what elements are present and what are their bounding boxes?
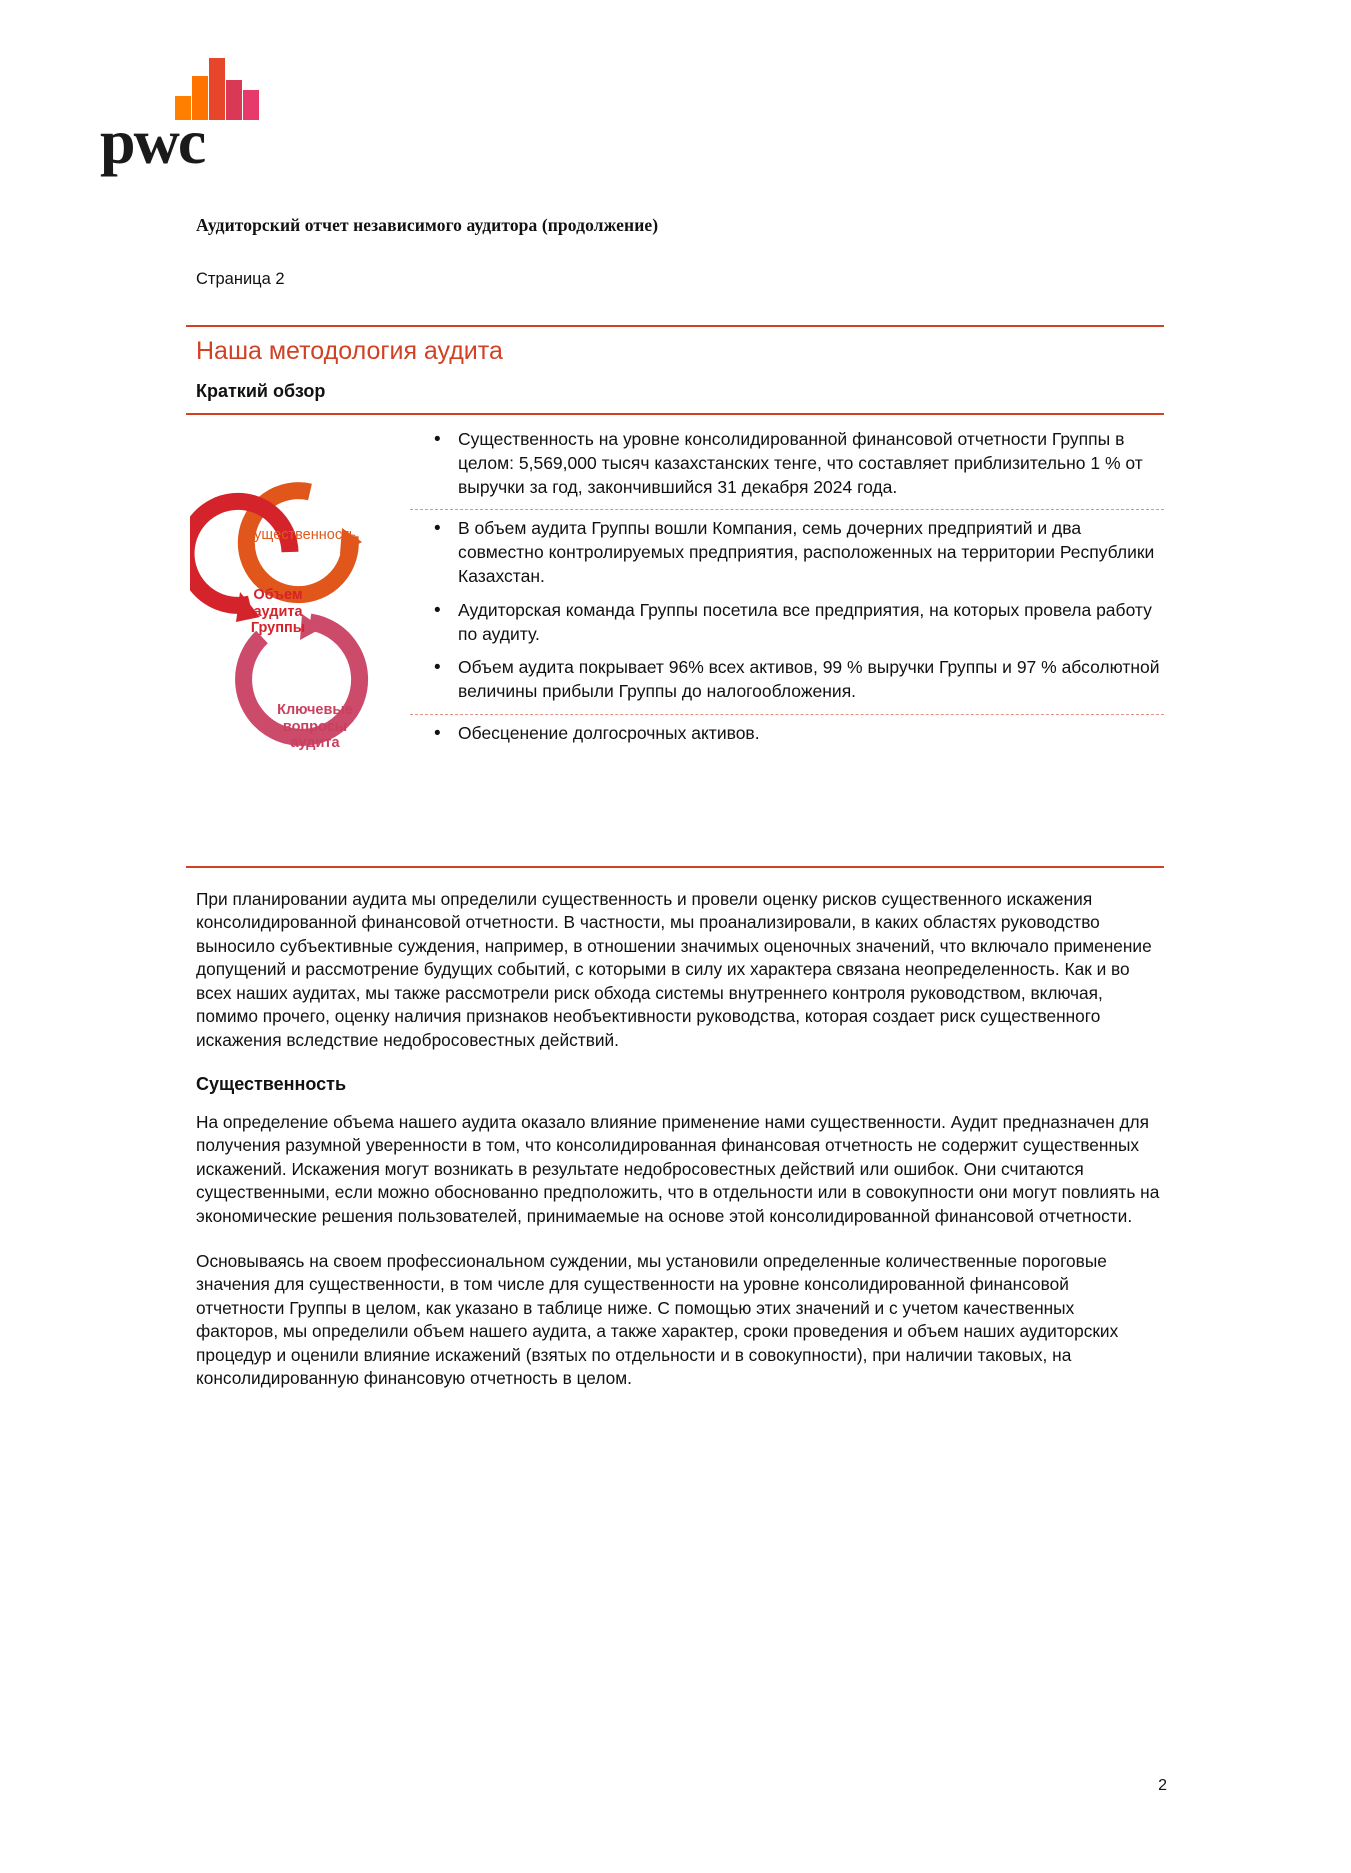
logo-bar-3 <box>209 58 225 120</box>
overview-list-3 <box>420 722 1164 746</box>
diagram-label-group-scope-line2: аудита <box>253 603 303 620</box>
overview-group-key-matters <box>420 714 1164 756</box>
diagram-label-key-audit-matters-line1: Ключевые <box>277 702 353 718</box>
pwc-logo-wordmark: pwc <box>100 106 205 177</box>
document-title: Аудиторский отчет независимого аудитора (продолжение) <box>196 215 659 235</box>
diagram-label-group-scope-line3: Группы <box>250 620 306 637</box>
logo-bar-4 <box>226 80 242 120</box>
divider-top <box>186 325 1164 327</box>
overview-bullets <box>420 428 1164 756</box>
body-content <box>196 888 1161 1413</box>
paragraph-planning: При планировании аудита мы определили существенность и провели оценку рисков существенного искажения консолидированной финансовой отчетности. В частности, мы проанализировали, в каких областях руководство выносило субъективные суждения, например, в отношении значимых оценочных значений, что включало применение допущений и рассмотрение будущих событий, с которыми в силу их характера связана неопределенность. Как и во всех наших аудитах, мы также рассмотрели риск обхода системы внутреннего контроля руководством, включая, помимо прочего, оценку наличия признаков необъективности руководства, которая создает риск существенного искажения вследствие недобросовестных действий. <box>196 889 1152 1050</box>
divider-under-subtitle <box>186 413 1164 415</box>
list-item: • Обесценение долгосрочных активов. <box>458 722 1164 746</box>
overview-list-1 <box>420 428 1164 499</box>
heading-materiality: Существенность <box>196 1073 347 1094</box>
section-subtitle: Краткий обзор <box>196 381 326 401</box>
list-item: • Существенность на уровне консолидированной финансовой отчетности Группы в целом: 5,569,000 тысяч казахстанских тенге, что составляет приблизительно 1 % от выручки за год, закончившийся 31 декабря 2024 года. <box>458 428 1164 499</box>
list-item: • Объем аудита покрывает 96% всех активов, 99 % выручки Группы и 97 % абсолютной величины прибыли Группы до налогообложения. <box>458 656 1164 704</box>
list-item: • В объем аудита Группы вошли Компания, семь дочерних предприятий и два совместно контролируемых предприятия, расположенных на территории Республики Казахстан. <box>458 517 1164 588</box>
overview-group-materiality <box>420 428 1164 509</box>
page-label: Страница 2 <box>196 270 285 288</box>
diagram-label-group-scope <box>198 587 358 637</box>
logo-bar-5 <box>243 90 259 120</box>
diagram-label-group-scope-line1: Объем <box>253 587 303 603</box>
diagram-label-materiality: Существенность <box>243 527 357 543</box>
paragraph-materiality-thresholds: Основываясь на своем профессиональном суждении, мы установили определенные количественные пороговые значения для существенности, в том числе для существенности на уровне консолидированной финансовой отчетности Группы в целом, как указано в таблице ниже. С помощью этих значений и с учетом качественных факторов, мы определили объем нашего аудита, а также характер, сроки проведения и объем наших аудиторских процедур и оценили влияние искажений (взятых по отдельности и в совокупности), при наличии таковых, на консолидированную финансовую отчетность в целом. <box>196 1251 1119 1389</box>
diagram-label-key-audit-matters-line3: аудита <box>290 735 340 752</box>
diagram-label-key-audit-matters-line2: вопросы <box>282 718 348 735</box>
overview-list-2 <box>420 517 1164 704</box>
section-title: Наша методология аудита <box>196 337 503 365</box>
pwc-logo <box>100 58 280 188</box>
list-item: • Аудиторская команда Группы посетила все предприятия, на которых провела работу по аудиту. <box>458 599 1164 647</box>
paragraph-materiality-definition: На определение объема нашего аудита оказало влияние применение нами существенности. Аудит предназначен для получения разумной уверенности в том, что консолидированная финансовая отчетность не содержит существенных искажений. Искажения могут возникать в результате недобросовестных действий или ошибок. Они считаются существенными, если можно обоснованно предположить, что в отдельности или в совокупности они могут повлиять на экономические решения пользователей, принимаемые на основе этой консолидированной финансовой отчетности. <box>196 1111 1160 1226</box>
diagram-label-key-audit-matters <box>235 702 395 752</box>
overview-group-scope <box>420 509 1164 714</box>
audit-approach-diagram <box>190 432 410 812</box>
divider-bottom <box>186 866 1164 868</box>
footer-page-number: 2 <box>1158 1777 1167 1794</box>
